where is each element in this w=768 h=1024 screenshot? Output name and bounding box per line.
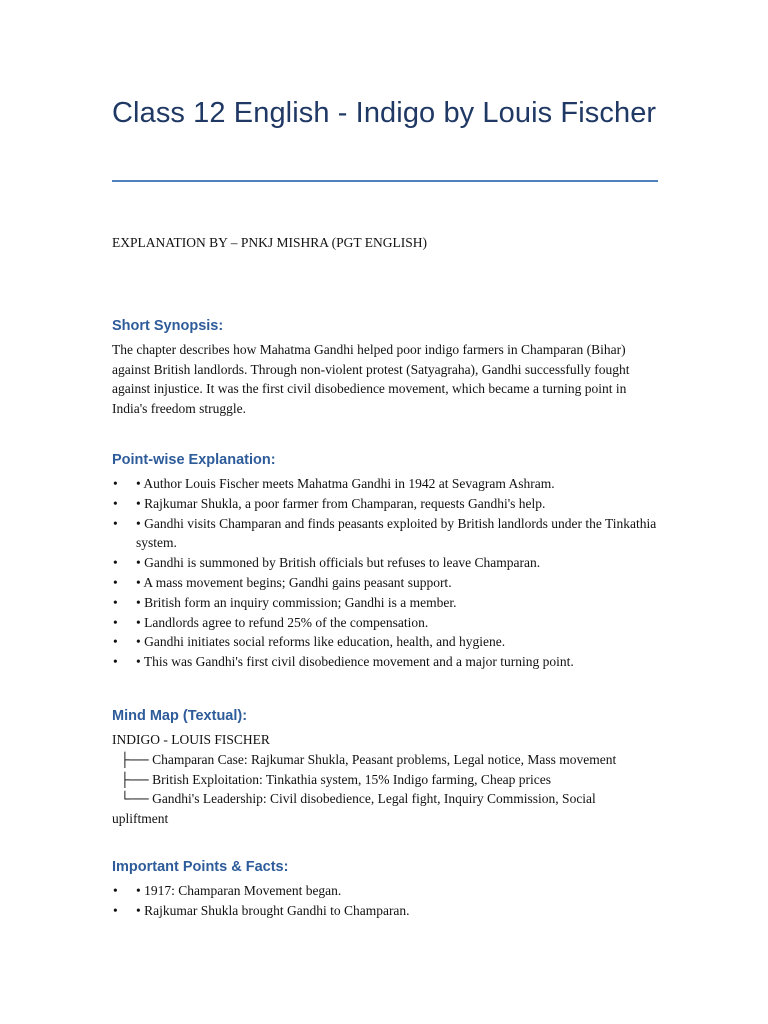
list-item-text: • British form an inquiry commission; Gandhi is a member. [136, 594, 457, 610]
pointwise-section [112, 450, 658, 672]
title-underline [112, 180, 658, 182]
list-item [112, 881, 658, 901]
bullet-icon: • [113, 654, 118, 670]
mindmap-section [112, 706, 658, 829]
bullet-icon: • [113, 495, 118, 511]
list-item-text: • Gandhi is summoned by British officials but refuses to leave Champaran. [136, 555, 541, 571]
bullet-icon: • [113, 634, 118, 650]
bullet-icon: • [113, 515, 118, 531]
list-item [112, 613, 658, 633]
bullet-icon: • [113, 883, 118, 898]
synopsis-text: The chapter describes how Mahatma Gandhi helped poor indigo farmers in Champaran (Bihar) against British landlords. Through non-violent protest (Satyagraha), Gandhi successfully fought against injustice. It was the first civil disobedience movement, which became a turning point in India's freedom struggle. [112, 342, 630, 416]
synopsis-heading: Short Synopsis: [112, 318, 224, 334]
facts-list [112, 881, 658, 921]
list-item [112, 494, 658, 514]
list-item-text: • This was Gandhi's first civil disobedience movement and a major turning point. [136, 654, 574, 670]
bullet-icon: • [113, 594, 118, 610]
mindmap-branch: └── Gandhi's Leadership: Civil disobedience, Legal fight, Inquiry Commission, Social [120, 791, 596, 807]
facts-heading: Important Points & Facts: [112, 859, 289, 875]
mindmap-branch: ├── Champaran Case: Rajkumar Shukla, Peasant problems, Legal notice, Mass movement [120, 751, 617, 767]
mindmap-root: INDIGO - LOUIS FISCHER [112, 732, 270, 747]
synopsis-section [112, 316, 658, 418]
bullet-icon: • [113, 555, 118, 571]
facts-section [112, 857, 658, 921]
list-item-text: • 1917: Champaran Movement began. [136, 883, 342, 898]
mindmap-heading: Mind Map (Textual): [112, 708, 248, 724]
list-item [112, 553, 658, 573]
list-item [112, 474, 658, 494]
list-item-text: • Author Louis Fischer meets Mahatma Gandhi in 1942 at Sevagram Ashram. [136, 476, 555, 491]
pointwise-heading: Point-wise Explanation: [112, 452, 276, 468]
list-item-text: • Gandhi initiates social reforms like education, health, and hygiene. [136, 634, 506, 650]
list-item [112, 901, 658, 921]
pointwise-list [112, 474, 658, 672]
mindmap-branch-continuation: upliftment [112, 811, 169, 827]
bullet-icon: • [113, 574, 118, 590]
list-item [112, 632, 658, 652]
bullet-icon: • [113, 614, 118, 630]
mindmap-branch: ├── British Exploitation: Tinkathia system, 15% Indigo farming, Cheap prices [120, 771, 552, 787]
list-item-text: • Gandhi visits Champaran and finds peasants exploited by British landlords under the Tinkathia system. [136, 515, 657, 551]
list-item-text: • Rajkumar Shukla brought Gandhi to Champaran. [136, 902, 410, 918]
byline: EXPLANATION BY – PNKJ MISHRA (PGT ENGLISH) [112, 235, 428, 250]
list-item-text: • Landlords agree to refund 25% of the compensation. [136, 614, 429, 630]
list-item [112, 652, 658, 672]
bullet-icon: • [113, 902, 118, 918]
list-item [112, 514, 658, 554]
bullet-icon: • [113, 476, 118, 491]
list-item [112, 593, 658, 613]
document-title: Class 12 English - Indigo by Louis Fischer [112, 97, 657, 129]
list-item-text: • Rajkumar Shukla, a poor farmer from Champaran, requests Gandhi's help. [136, 495, 546, 511]
list-item [112, 573, 658, 593]
list-item-text: • A mass movement begins; Gandhi gains peasant support. [136, 574, 452, 590]
